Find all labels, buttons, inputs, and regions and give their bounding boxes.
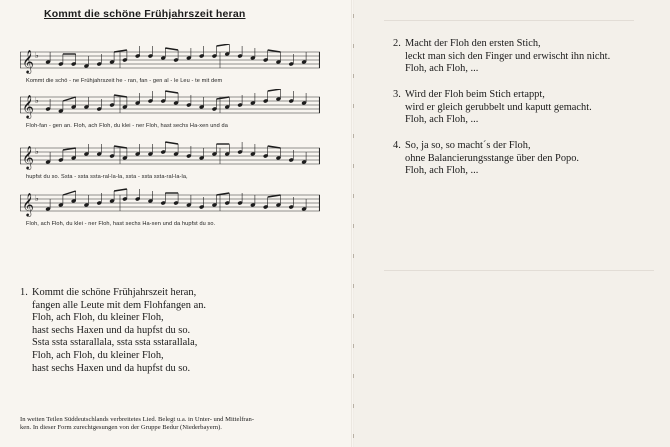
- verse-line: Floh, ach Floh, du kleiner Floh,: [32, 312, 164, 324]
- svg-text:♭: ♭: [35, 51, 39, 60]
- treble-clef-icon: 𝄞: [22, 49, 34, 73]
- verse-line: Floh, ach Floh, ...: [405, 63, 479, 75]
- system-lyrics: Kommt die schö - ne Frühjahrszeit he - ran, fan - gen al - le Leu - te mit dem: [26, 78, 223, 84]
- verse-line: hast sechs Haxen und da hupfst du so.: [32, 362, 191, 374]
- verse-line: leckt man sich den Finger und erwischt ihn nicht.: [405, 50, 611, 62]
- verse-line: Ssta ssta sstarallala, ssta ssta sstarallala,: [32, 337, 198, 349]
- staff-notation: [20, 44, 320, 78]
- verse-number: 3.: [393, 89, 401, 100]
- verse-2: [393, 38, 663, 76]
- verse-line: So, ja so, so macht´s der Floh,: [405, 140, 531, 151]
- verse-1: [20, 287, 320, 375]
- staff-notation: [20, 187, 320, 221]
- verse-line: Floh, ach Floh, ...: [405, 114, 479, 126]
- svg-text:♭: ♭: [35, 147, 39, 156]
- verse-line: Kommt die schöne Frühjahrszeit heran,: [32, 287, 197, 298]
- treble-clef-icon: 𝄞: [22, 192, 34, 216]
- svg-text:♭: ♭: [35, 96, 39, 105]
- verse-line: Floh, ach Floh, du kleiner Floh,: [32, 349, 164, 361]
- bleed-through-rule: [384, 270, 654, 271]
- verse-3: [393, 89, 663, 127]
- system-lyrics: hupfst du so. Ssta - ssta ssta-ral-la-la, ssta - ssta ssta-ral-la-la,: [26, 174, 188, 180]
- music-system-2: [20, 89, 320, 129]
- staff-notation: [20, 89, 320, 123]
- staff-notation: [20, 140, 320, 174]
- source-footnote: [20, 416, 340, 433]
- music-system-1: [20, 44, 320, 84]
- verse-line: Macht der Floh den ersten Stich,: [405, 38, 541, 49]
- treble-clef-icon: 𝄞: [22, 94, 34, 118]
- verse-line: Wird der Floh beim Stich ertappt,: [405, 89, 545, 100]
- footnote-line: ken. In dieser Form zurechtgesungen von der Gruppe Bedur (Niederbayern).: [20, 424, 222, 432]
- system-lyrics: Floh-fan - gen an. Floh, ach Floh, du klei - ner Floh, hast sechs Ha-xen und da: [26, 123, 228, 129]
- svg-text:♭: ♭: [35, 194, 39, 203]
- verse-number: 1.: [20, 287, 28, 298]
- system-lyrics: Floh, ach Floh, du klei - ner Floh, hast sechs Ha-xen und da hupfst du so.: [26, 221, 216, 227]
- verse-line: ohne Balancierungsstange über den Popo.: [405, 152, 579, 164]
- treble-clef-icon: 𝄞: [22, 145, 34, 169]
- song-title: Kommt die schöne Frühjahrszeit heran: [44, 8, 246, 20]
- verse-4: [393, 140, 663, 178]
- verse-number: 4.: [393, 140, 401, 151]
- music-system-3: [20, 140, 320, 180]
- verse-line: Floh, ach Floh, ...: [405, 165, 479, 177]
- footnote-line: In weiten Teilen Süddeutschlands verbreitetes Lied. Belegt u.a. in Unter- und Mittelfran-: [20, 416, 255, 423]
- bleed-through-rule: [384, 20, 634, 21]
- verse-line: fangen alle Leute mit dem Flohfangen an.: [32, 299, 206, 311]
- verse-line: wird er gleich gerubbelt und kaputt gemacht.: [405, 101, 592, 113]
- verse-line: hast sechs Haxen und da hupfst du so.: [32, 324, 191, 336]
- verse-number: 2.: [393, 38, 401, 49]
- music-system-4: [20, 187, 320, 227]
